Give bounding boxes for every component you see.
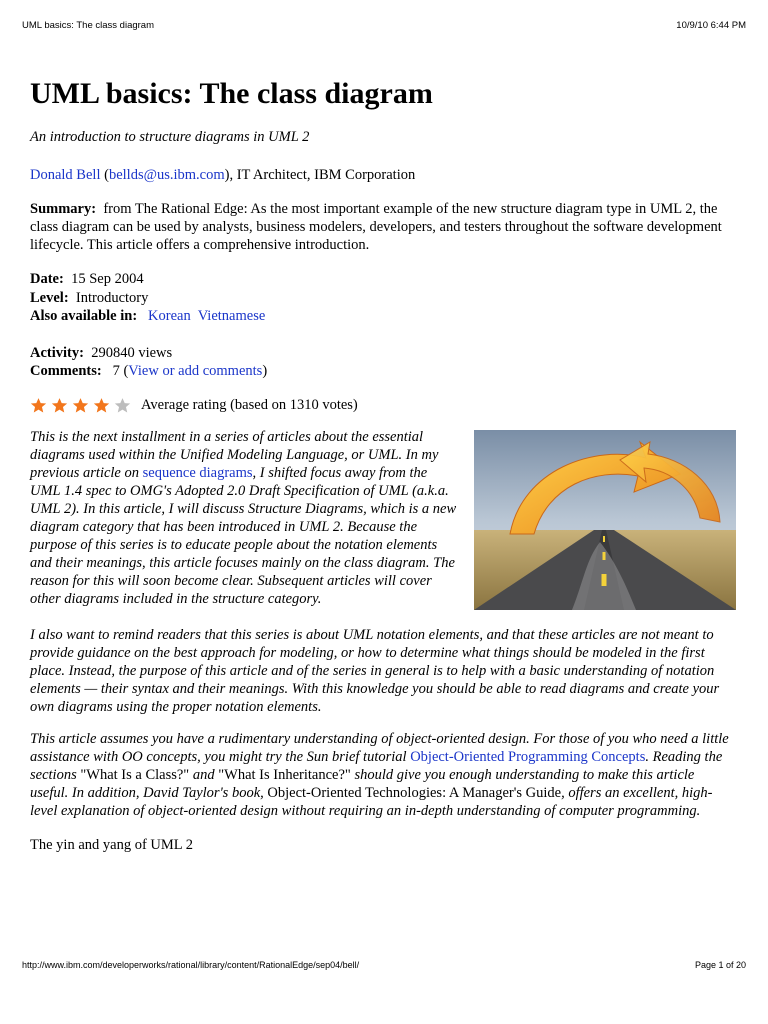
reminder-paragraph: I also want to remind readers that this series is about UML notation elements, and that these articles are not meant to provide guidance on the best approach for modeling, or how to determine what things should be modeled in the first place. Instead, the purpose of this article and of the series in general is to help with a basic understanding of notation elements — their syntax and their meanings. With this knowledge you should be able to read diagrams and create your own diagrams using the proper notation elements. bbox=[30, 626, 720, 715]
summary-text: from The Rational Edge: As the most important example of the new structure diagram type in UML 2, the class diagram can be used by analysts, business modelers, developers, and testers throughout the software development lifecycle. This article offers a comprehensive introduction. bbox=[30, 201, 722, 253]
intro-text-a: This is the next installment in a series of articles about the essential diagrams used within the Unified Modeling Language, or UML. In my previous article on bbox=[30, 428, 439, 481]
star-icon[interactable] bbox=[114, 397, 131, 414]
activity-row bbox=[30, 344, 736, 363]
star-icon[interactable] bbox=[93, 397, 110, 414]
print-header bbox=[22, 20, 746, 34]
assumptions-text-d: should give you enough understanding to make this article useful. In addition, David Taylor's book, bbox=[30, 766, 695, 801]
date-row bbox=[30, 270, 736, 289]
article-subtitle: An introduction to structure diagrams in UML 2 bbox=[30, 129, 310, 145]
intro-block bbox=[30, 428, 736, 616]
assumptions-text-b: . Reading the sections bbox=[30, 748, 723, 783]
star-icon[interactable] bbox=[72, 397, 89, 414]
level-row bbox=[30, 289, 736, 308]
activity-value: 290840 views bbox=[91, 344, 173, 361]
language-link-vietnamese[interactable]: Vietnamese bbox=[197, 308, 266, 324]
assumptions-text-c: and bbox=[189, 766, 219, 783]
date-value: 15 Sep 2004 bbox=[71, 271, 144, 287]
section-quote-inheritance: "What Is Inheritance?" bbox=[218, 766, 351, 783]
date-label: Date: bbox=[30, 271, 64, 287]
article-meta bbox=[30, 270, 736, 381]
level-label: Level: bbox=[30, 289, 69, 306]
available-label: Also available in: bbox=[30, 308, 138, 324]
summary bbox=[30, 200, 736, 254]
author-name-link[interactable]: Donald Bell bbox=[30, 167, 101, 183]
article-body bbox=[30, 76, 736, 854]
rating-text: Average rating (based on 1310 votes) bbox=[141, 397, 358, 413]
comments-count: 7 bbox=[112, 363, 120, 379]
article-title: UML basics: The class diagram bbox=[30, 77, 433, 110]
star-icon[interactable] bbox=[51, 397, 68, 414]
comments-link[interactable]: View or add comments bbox=[128, 363, 263, 379]
oo-concepts-link[interactable]: Object-Oriented Programming Concepts bbox=[410, 748, 646, 765]
footer-page: Page 1 of 20 bbox=[694, 960, 746, 970]
intro-text-b: , I shifted focus away from the UML 1.4 spec to OMG's Adopted 2.0 Draft Specification of UML (a.k.a. UML 2). In this article, I will discuss Structure Diagrams, which is a new diagram category that has been introduced in UML 2. Because the purpose of this series is to educate people about the notation elements and their meanings, this article focuses mainly on the class diagram. The reason for this will soon become clear. Subsequent articles will cover other diagrams included in the structure category. bbox=[30, 464, 457, 607]
section-heading: The yin and yang of UML 2 bbox=[30, 836, 193, 853]
language-link-korean[interactable]: Korean bbox=[148, 308, 191, 324]
star-icon[interactable] bbox=[30, 397, 47, 414]
header-datetime: 10/9/10 6:44 PM bbox=[676, 20, 746, 31]
book-title: Object-Oriented Technologies: A Manager's Guide bbox=[267, 784, 562, 801]
comments-label: Comments: bbox=[30, 363, 102, 379]
summary-label: Summary: bbox=[30, 201, 97, 217]
road-arrows-illustration bbox=[474, 430, 736, 610]
header-title: UML basics: The class diagram bbox=[22, 20, 154, 31]
level-value: Introductory bbox=[75, 289, 149, 306]
assumptions-text-e: , offers an excellent, high-level explanation of object-oriented design without requiring an in-depth understanding of computer programming. bbox=[30, 784, 713, 819]
footer-url: http://www.ibm.com/developerworks/rational/library/content/RationalEdge/sep04/bell/ bbox=[22, 960, 360, 970]
comments-row: Comments: 7 (View or add comments) bbox=[30, 363, 268, 379]
activity-label: Activity: bbox=[30, 344, 84, 361]
print-footer bbox=[22, 960, 746, 974]
assumptions-paragraph bbox=[30, 730, 736, 820]
sequence-diagrams-link[interactable]: sequence diagrams bbox=[142, 464, 253, 481]
author-role: ), IT Architect, IBM Corporation bbox=[224, 167, 416, 183]
assumptions-text-a: This article assumes you have a rudimentary understanding of object-oriented design. For those of you who need a little assistance with OO concepts, you might try the Sun brief tutorial bbox=[30, 730, 729, 765]
rating-stars[interactable] bbox=[30, 397, 135, 414]
available-row bbox=[30, 307, 736, 326]
rating-row bbox=[30, 396, 736, 416]
author-line: Donald Bell (bellds@us.ibm.com), IT Architect, IBM Corporation bbox=[30, 167, 416, 183]
section-quote-class: "What Is a Class?" bbox=[80, 766, 190, 783]
author-email-link[interactable]: bellds@us.ibm.com bbox=[108, 167, 225, 183]
